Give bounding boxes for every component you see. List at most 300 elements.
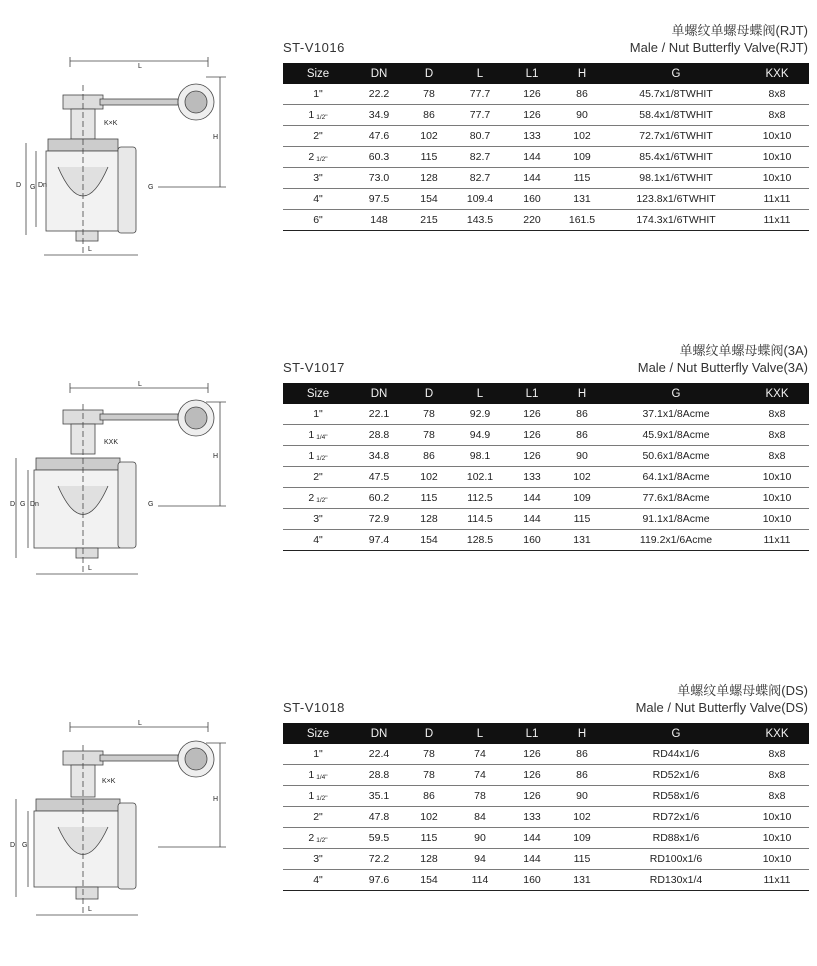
cell-g xyxy=(607,765,745,786)
cell-kxk xyxy=(745,425,809,446)
cell-value: 112.5 xyxy=(467,492,493,504)
cell-l1 xyxy=(507,765,557,786)
cell-kxk xyxy=(745,849,809,870)
cell-d xyxy=(405,425,453,446)
cell-size xyxy=(283,828,353,849)
table-row xyxy=(283,509,809,530)
cell-value: 97.5 xyxy=(368,193,390,205)
title-cn: 单螺纹单螺母蝶阀(RJT) xyxy=(671,23,808,38)
table-row xyxy=(283,849,809,870)
cell-l xyxy=(453,147,507,168)
cell-value: 22.1 xyxy=(368,408,390,420)
cell-l1 xyxy=(507,870,557,891)
col-header: D xyxy=(405,723,453,744)
dim-label: G xyxy=(22,842,28,849)
col-header: L xyxy=(453,383,507,404)
cell-g xyxy=(607,509,745,530)
cell-kxk xyxy=(745,126,809,147)
table-row xyxy=(283,807,809,828)
size-fraction: 1/4" xyxy=(316,774,328,781)
dim-label: G xyxy=(148,501,154,508)
cell-value: 86 xyxy=(576,408,588,420)
col-header: G xyxy=(607,723,745,744)
size-fraction: 1/2" xyxy=(316,837,328,844)
cell-l1 xyxy=(507,849,557,870)
cell-value: 114 xyxy=(471,874,489,886)
cell-dn xyxy=(353,446,405,467)
cell-d xyxy=(405,84,453,105)
col-header: L xyxy=(453,723,507,744)
cell-value: 143.5 xyxy=(466,214,494,226)
cell-value: 102 xyxy=(420,130,438,142)
cell-l1 xyxy=(507,509,557,530)
cell-value: 86 xyxy=(423,450,435,462)
cell-size xyxy=(283,210,353,231)
cell-l1 xyxy=(507,189,557,210)
cell-value: 133 xyxy=(523,811,541,823)
cell-value: RD88x1/6 xyxy=(652,832,700,844)
cell-value: 98.1x1/6TWHIT xyxy=(639,172,713,184)
cell-d xyxy=(405,849,453,870)
table-row xyxy=(283,105,809,126)
cell-l1 xyxy=(507,126,557,147)
product-section xyxy=(0,330,817,630)
dim-label: L xyxy=(138,63,142,70)
cell-size xyxy=(283,849,353,870)
dim-label: K×K xyxy=(102,778,116,785)
cell-value: 10x10 xyxy=(762,151,792,163)
cell-dn xyxy=(353,126,405,147)
cell-value: 161.5 xyxy=(568,214,596,226)
cell-value: 98.1 xyxy=(469,450,491,462)
cell-g xyxy=(607,530,745,551)
cell-value: 78 xyxy=(423,429,435,441)
cell-value: 102 xyxy=(573,130,591,142)
cell-h xyxy=(557,509,607,530)
cell-h xyxy=(557,446,607,467)
cell-d xyxy=(405,105,453,126)
cell-value: 34.9 xyxy=(368,109,390,121)
cell-kxk xyxy=(745,84,809,105)
cell-value: 28.8 xyxy=(368,769,390,781)
cell-value: 50.6x1/8Acme xyxy=(642,450,710,462)
cell-h xyxy=(557,488,607,509)
cell-value: 10x10 xyxy=(762,492,792,504)
cell-value: 10x10 xyxy=(762,130,792,142)
cell-value: 115 xyxy=(573,853,591,865)
cell-l xyxy=(453,765,507,786)
cell-kxk xyxy=(745,404,809,425)
dim-label: L xyxy=(88,565,92,572)
table-row xyxy=(283,210,809,231)
cell-kxk xyxy=(745,765,809,786)
cell-kxk xyxy=(745,828,809,849)
cell-d xyxy=(405,744,453,765)
cell-value: 80.7 xyxy=(469,130,491,142)
dim-label: G xyxy=(20,501,26,508)
dim-label: K×K xyxy=(104,120,118,127)
cell-value: RD130x1/4 xyxy=(649,874,703,886)
product-code: ST-V1018 xyxy=(283,700,345,715)
size-fraction: 1/4" xyxy=(316,434,328,441)
cell-dn xyxy=(353,467,405,488)
cell-value: 1 xyxy=(308,769,315,781)
cell-value: 2" xyxy=(313,811,323,823)
cell-l1 xyxy=(507,404,557,425)
cell-value: RD100x1/6 xyxy=(649,853,703,865)
cell-value: 1 xyxy=(308,450,315,462)
valve-drawing xyxy=(8,378,240,583)
cell-l xyxy=(453,807,507,828)
cell-g xyxy=(607,828,745,849)
dim-label: Dn xyxy=(38,182,47,189)
cell-g xyxy=(607,105,745,126)
cell-value: 133 xyxy=(523,130,541,142)
cell-size xyxy=(283,404,353,425)
cell-l xyxy=(453,425,507,446)
cell-value: 78 xyxy=(423,748,435,760)
cell-h xyxy=(557,126,607,147)
cell-h xyxy=(557,84,607,105)
cell-value: 22.4 xyxy=(368,748,390,760)
cell-value: 144 xyxy=(523,151,541,163)
size-fraction: 1/2" xyxy=(316,795,328,802)
cell-value: 119.2x1/6Acme xyxy=(639,534,713,546)
col-header: KXK xyxy=(745,63,809,84)
cell-size xyxy=(283,168,353,189)
cell-d xyxy=(405,786,453,807)
col-header: L1 xyxy=(507,723,557,744)
cell-l xyxy=(453,744,507,765)
dim-label: L xyxy=(138,720,142,727)
product-section xyxy=(0,0,817,300)
cell-h xyxy=(557,105,607,126)
table-row xyxy=(283,425,809,446)
cell-value: 109 xyxy=(573,832,591,844)
cell-d xyxy=(405,828,453,849)
cell-g xyxy=(607,446,745,467)
cell-g xyxy=(607,404,745,425)
cell-value: 3" xyxy=(313,853,323,865)
cell-l xyxy=(453,870,507,891)
product-code: ST-V1017 xyxy=(283,360,345,375)
cell-value: 11x11 xyxy=(763,874,791,886)
spec-table xyxy=(283,383,809,551)
cell-value: RD52x1/6 xyxy=(652,769,700,781)
cell-value: 90 xyxy=(576,450,588,462)
cell-kxk xyxy=(745,870,809,891)
cell-kxk xyxy=(745,807,809,828)
cell-l1 xyxy=(507,168,557,189)
cell-value: 92.9 xyxy=(469,408,491,420)
cell-value: 72.2 xyxy=(368,853,390,865)
cell-h xyxy=(557,807,607,828)
valve-drawing xyxy=(8,717,240,927)
cell-h xyxy=(557,849,607,870)
cell-kxk xyxy=(745,786,809,807)
cell-value: 144 xyxy=(523,172,541,184)
cell-value: 131 xyxy=(573,874,591,886)
cell-dn xyxy=(353,765,405,786)
col-header: H xyxy=(557,383,607,404)
cell-h xyxy=(557,828,607,849)
title-en: Male / Nut Butterfly Valve(3A) xyxy=(637,360,808,375)
cell-value: 86 xyxy=(423,790,435,802)
table-row xyxy=(283,765,809,786)
cell-value: 126 xyxy=(523,408,541,420)
cell-value: 28.8 xyxy=(368,429,390,441)
cell-value: 1 xyxy=(308,429,315,441)
cell-value: 78 xyxy=(423,88,435,100)
cell-value: 45.7x1/8TWHIT xyxy=(639,88,713,100)
cell-d xyxy=(405,509,453,530)
cell-size xyxy=(283,425,353,446)
cell-value: 126 xyxy=(523,109,541,121)
cell-h xyxy=(557,425,607,446)
cell-value: 59.5 xyxy=(368,832,390,844)
cell-d xyxy=(405,147,453,168)
product-code: ST-V1016 xyxy=(283,40,345,55)
cell-value: 73.0 xyxy=(368,172,390,184)
size-fraction: 1/2" xyxy=(316,156,328,163)
cell-value: 144 xyxy=(523,492,541,504)
cell-kxk xyxy=(745,446,809,467)
cell-size xyxy=(283,744,353,765)
cell-d xyxy=(405,126,453,147)
dim-label: G xyxy=(148,184,154,191)
cell-value: 10x10 xyxy=(762,513,792,525)
cell-g xyxy=(607,849,745,870)
title-cn: 单螺纹单螺母蝶阀(3A) xyxy=(679,343,808,358)
cell-value: 8x8 xyxy=(768,748,786,760)
dim-label: G xyxy=(30,184,36,191)
cell-value: 215 xyxy=(420,214,438,226)
cell-dn xyxy=(353,168,405,189)
cell-d xyxy=(405,870,453,891)
col-header: G xyxy=(607,383,745,404)
cell-g xyxy=(607,807,745,828)
cell-g xyxy=(607,84,745,105)
col-header: L xyxy=(453,63,507,84)
table-row xyxy=(283,744,809,765)
cell-value: 47.8 xyxy=(368,811,390,823)
table-row xyxy=(283,828,809,849)
cell-h xyxy=(557,189,607,210)
cell-value: 8x8 xyxy=(768,408,786,420)
cell-value: 47.6 xyxy=(368,130,390,142)
cell-value: 3" xyxy=(313,513,323,525)
col-header: Size xyxy=(283,723,353,744)
cell-value: 126 xyxy=(523,769,541,781)
cell-h xyxy=(557,168,607,189)
cell-value: 2 xyxy=(308,832,315,844)
cell-value: 144 xyxy=(523,513,541,525)
cell-kxk xyxy=(745,105,809,126)
product-title xyxy=(638,342,808,376)
cell-value: 102 xyxy=(420,811,438,823)
cell-value: 85.4x1/6TWHIT xyxy=(639,151,713,163)
cell-l xyxy=(453,488,507,509)
cell-h xyxy=(557,467,607,488)
cell-l xyxy=(453,828,507,849)
cell-kxk xyxy=(745,147,809,168)
cell-value: 35.1 xyxy=(368,790,390,802)
cell-value: 8x8 xyxy=(768,429,786,441)
cell-value: 84 xyxy=(474,811,486,823)
dim-label: Dn xyxy=(30,501,39,508)
cell-g xyxy=(607,786,745,807)
cell-l1 xyxy=(507,530,557,551)
cell-value: 131 xyxy=(573,193,591,205)
cell-kxk xyxy=(745,530,809,551)
cell-value: 2" xyxy=(313,471,323,483)
col-header: DN xyxy=(353,383,405,404)
table-row xyxy=(283,404,809,425)
cell-dn xyxy=(353,807,405,828)
col-header: G xyxy=(607,63,745,84)
table-row xyxy=(283,168,809,189)
cell-d xyxy=(405,488,453,509)
cell-value: 154 xyxy=(420,534,438,546)
cell-size xyxy=(283,488,353,509)
cell-value: 126 xyxy=(523,450,541,462)
col-header: KXK xyxy=(745,383,809,404)
cell-value: 74 xyxy=(474,769,486,781)
table-row xyxy=(283,147,809,168)
cell-dn xyxy=(353,828,405,849)
cell-value: 37.1x1/8Acme xyxy=(642,408,710,420)
dim-label: D xyxy=(16,182,22,189)
cell-value: 128 xyxy=(420,172,438,184)
cell-g xyxy=(607,126,745,147)
table-row xyxy=(283,786,809,807)
cell-d xyxy=(405,210,453,231)
cell-value: 86 xyxy=(576,88,588,100)
cell-l1 xyxy=(507,84,557,105)
table-header-row xyxy=(283,383,809,404)
cell-value: 148 xyxy=(370,214,388,226)
cell-value: 126 xyxy=(523,88,541,100)
cell-value: 77.6x1/8Acme xyxy=(642,492,710,504)
table-row xyxy=(283,488,809,509)
cell-l1 xyxy=(507,828,557,849)
cell-g xyxy=(607,467,745,488)
cell-value: 8x8 xyxy=(768,790,786,802)
cell-g xyxy=(607,744,745,765)
cell-value: 123.8x1/6TWHIT xyxy=(636,193,716,205)
cell-l xyxy=(453,126,507,147)
cell-value: 2" xyxy=(313,130,323,142)
cell-l1 xyxy=(507,467,557,488)
cell-value: 2 xyxy=(308,492,315,504)
cell-size xyxy=(283,446,353,467)
cell-l xyxy=(453,105,507,126)
cell-size xyxy=(283,126,353,147)
cell-kxk xyxy=(745,210,809,231)
cell-value: 131 xyxy=(573,534,591,546)
cell-value: 91.1x1/8Acme xyxy=(642,513,710,525)
cell-l xyxy=(453,530,507,551)
cell-value: 8x8 xyxy=(768,109,786,121)
cell-value: 45.9x1/8Acme xyxy=(642,429,710,441)
cell-value: 6" xyxy=(313,214,323,226)
cell-dn xyxy=(353,210,405,231)
cell-value: 60.3 xyxy=(368,151,390,163)
cell-value: 115 xyxy=(420,832,438,844)
cell-size xyxy=(283,807,353,828)
table-row xyxy=(283,530,809,551)
cell-size xyxy=(283,467,353,488)
cell-value: 90 xyxy=(474,832,486,844)
cell-value: 174.3x1/6TWHIT xyxy=(636,214,716,226)
cell-g xyxy=(607,425,745,446)
cell-value: 94.9 xyxy=(469,429,491,441)
cell-l1 xyxy=(507,807,557,828)
cell-value: 128.5 xyxy=(466,534,494,546)
dim-label: H xyxy=(213,453,219,460)
cell-value: 10x10 xyxy=(762,853,792,865)
cell-value: 8x8 xyxy=(768,450,786,462)
cell-dn xyxy=(353,488,405,509)
cell-h xyxy=(557,210,607,231)
cell-value: 102 xyxy=(573,471,591,483)
cell-size xyxy=(283,765,353,786)
cell-value: 160 xyxy=(523,874,541,886)
dim-label: L xyxy=(138,381,142,388)
cell-value: 4" xyxy=(313,534,323,546)
cell-value: 109 xyxy=(573,151,591,163)
cell-dn xyxy=(353,105,405,126)
title-cn: 单螺纹单螺母蝶阀(DS) xyxy=(677,683,808,698)
cell-value: 102.1 xyxy=(466,471,494,483)
cell-d xyxy=(405,765,453,786)
cell-value: 114.5 xyxy=(467,513,493,525)
product-title xyxy=(636,682,808,716)
dim-label: L xyxy=(88,906,92,913)
cell-value: 86 xyxy=(576,769,588,781)
cell-l1 xyxy=(507,744,557,765)
cell-d xyxy=(405,168,453,189)
cell-size xyxy=(283,189,353,210)
col-header: KXK xyxy=(745,723,809,744)
cell-value: 128 xyxy=(420,513,438,525)
title-en: Male / Nut Butterfly Valve(RJT) xyxy=(629,40,808,55)
col-header: L1 xyxy=(507,63,557,84)
cell-value: 154 xyxy=(420,193,438,205)
col-header: Size xyxy=(283,63,353,84)
cell-l1 xyxy=(507,786,557,807)
cell-value: 22.2 xyxy=(368,88,390,100)
cell-value: 10x10 xyxy=(762,172,792,184)
cell-l xyxy=(453,404,507,425)
cell-size xyxy=(283,870,353,891)
col-header: DN xyxy=(353,63,405,84)
cell-dn xyxy=(353,849,405,870)
cell-h xyxy=(557,147,607,168)
cell-value: 4" xyxy=(313,874,323,886)
cell-d xyxy=(405,404,453,425)
dim-label: D xyxy=(10,842,16,849)
cell-value: 97.6 xyxy=(368,874,390,886)
title-en: Male / Nut Butterfly Valve(DS) xyxy=(635,700,808,715)
cell-dn xyxy=(353,189,405,210)
cell-value: 86 xyxy=(423,109,435,121)
cell-value: 8x8 xyxy=(768,88,786,100)
cell-dn xyxy=(353,509,405,530)
cell-value: 115 xyxy=(420,492,438,504)
col-header: H xyxy=(557,63,607,84)
cell-g xyxy=(607,189,745,210)
